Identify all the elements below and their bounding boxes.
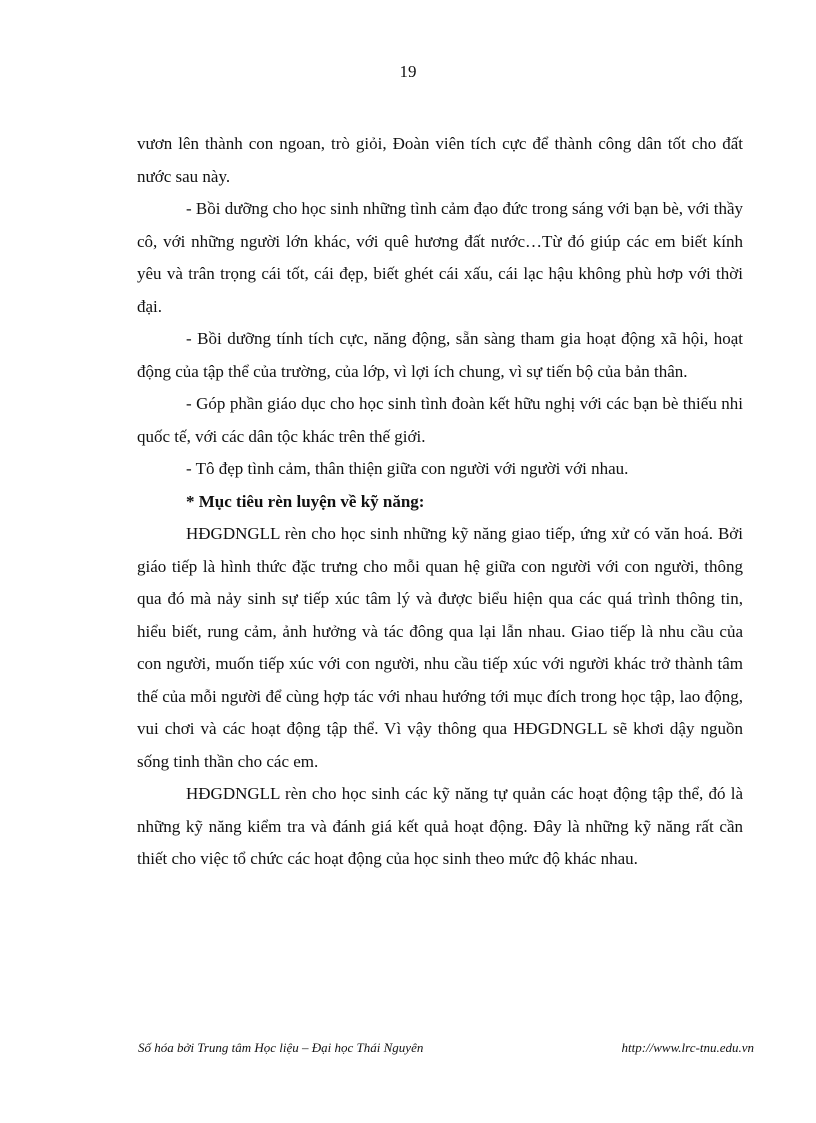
footer-url: http://www.lrc-tnu.edu.vn bbox=[621, 1040, 754, 1055]
page-footer bbox=[138, 1040, 754, 1056]
paragraph-continuation: vươn lên thành con ngoan, trò giỏi, Đoàn viên tích cực để thành công dân tốt cho đất nước sau này. bbox=[137, 134, 743, 186]
paragraph-self-management-skills: HĐGDNGLL rèn cho học sinh các kỹ năng tự quản các hoạt động tập thể, đó là những kỹ năng kiểm tra và đánh giá kết quả hoạt động. Đây là những kỹ năng rất cần thiết cho việc tổ chức các hoạt động của học sinh theo mức độ khác nhau. bbox=[137, 784, 743, 868]
paragraph-communication-skills: HĐGDNGLL rèn cho học sinh những kỹ năng giao tiếp, ứng xử có văn hoá. Bởi giáo tiếp là hình thức đặc trưng cho mỗi quan hệ giữa con người với con người, thông qua đó mà nảy sinh sự tiếp xúc tâm lý và được biểu hiện qua các quá trình thông tin, hiểu biết, rung cảm, ảnh hưởng và tác đông qua lại lẫn nhau. Giao tiếp là nhu cầu của con người, muốn tiếp xúc với con người, nhu cầu tiếp xúc với người khác trở thành tâm thế của mỗi người để cùng hợp tác với nhau hướng tới mục đích trong học tập, lao động, vui chơi và các hoạt động tập thể. Vì vậy thông qua HĐGDNGLL sẽ khơi dậy nguồn sống tinh thần cho các em. bbox=[137, 524, 743, 771]
paragraph-bullet-solidarity: - Góp phần giáo dục cho học sinh tình đoàn kết hữu nghị với các bạn bè thiếu nhi quốc tế, với các dân tộc khác trên thế giới. bbox=[137, 394, 743, 446]
page-number: 19 bbox=[399, 62, 417, 81]
document-body bbox=[137, 128, 743, 876]
paragraph-bullet-moral-feelings: - Bồi dưỡng cho học sinh những tình cảm đạo đức trong sáng với bạn bè, với thầy cô, với những người lớn khác, với quê hương đất nước…Từ đó giúp các em biết kính yêu và trân trọng cái tốt, cái đẹp, biết ghét cái xấu, cái lạc hậu không phù hơp với thời đại. bbox=[137, 199, 743, 316]
footer-source: Số hóa bởi Trung tâm Học liệu – Đại học Thái Nguyên bbox=[138, 1040, 424, 1055]
paragraph-bullet-activeness: - Bồi dưỡng tính tích cực, năng động, sẵn sàng tham gia hoạt động xã hội, hoạt động của tập thể của trường, của lớp, vì lợi ích chung, vì sự tiến bộ của bản thân. bbox=[137, 329, 743, 381]
section-heading-skills: * Mục tiêu rèn luyện về kỹ năng: bbox=[186, 491, 425, 511]
paragraph-bullet-friendliness: - Tô đẹp tình cảm, thân thiện giữa con người với người với nhau. bbox=[186, 459, 629, 478]
